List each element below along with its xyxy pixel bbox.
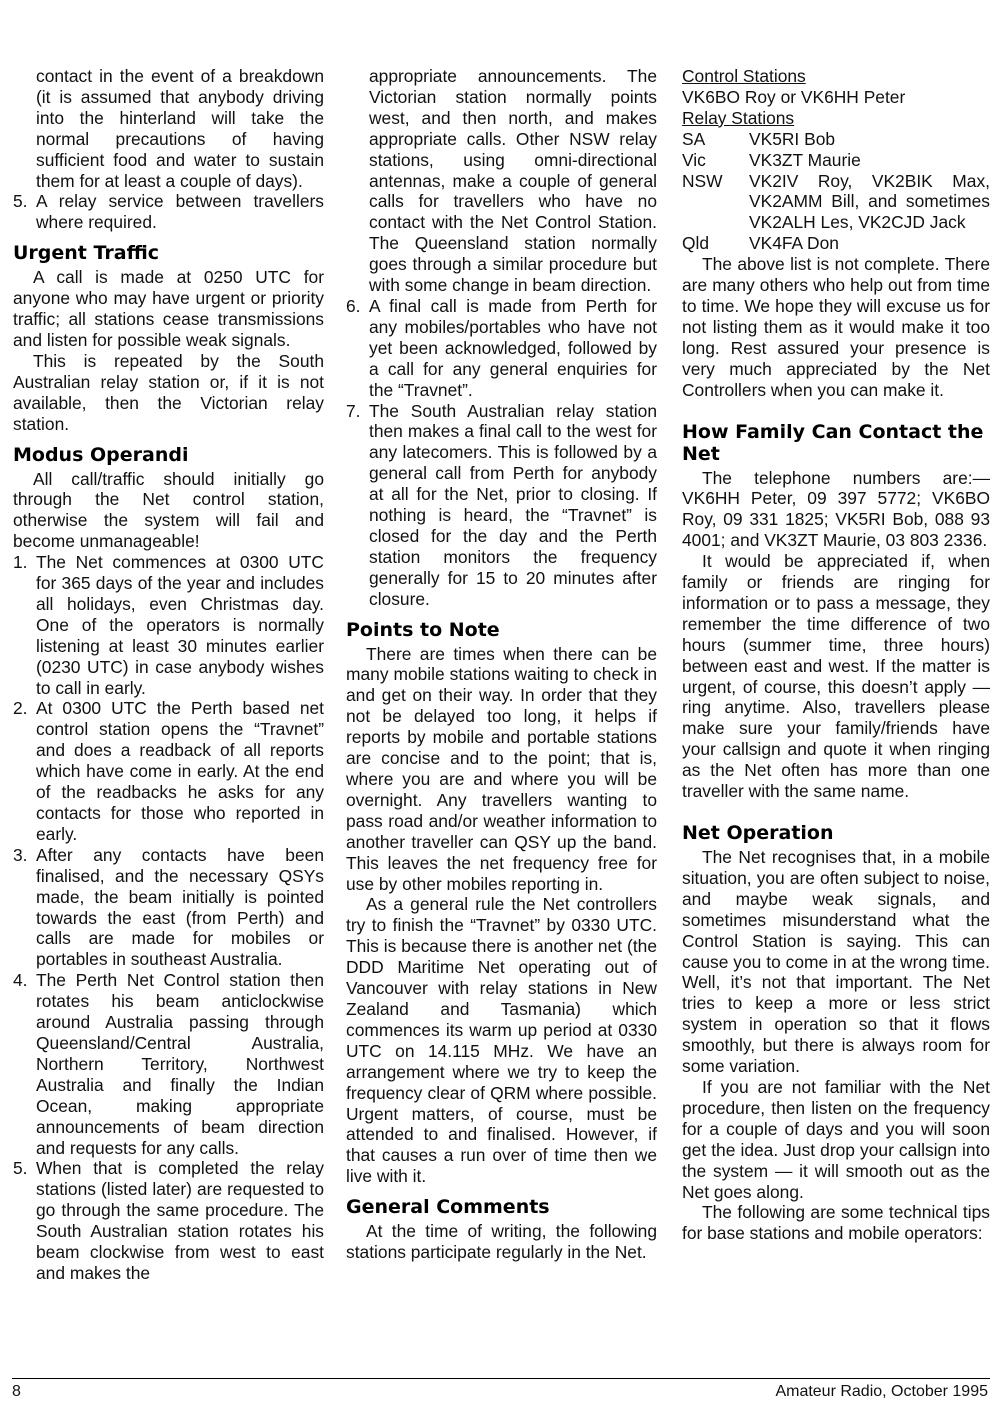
procedure-list-continued [346,296,657,610]
relay-state: Qld [682,233,710,254]
list-item [346,296,657,401]
relay-row [682,233,990,254]
list-item [346,401,657,610]
procedure-list [13,552,324,1284]
paragraph: The following are some technical tips for base stations and mobile operators: [682,1202,990,1244]
list-text: The South Australian relay station then makes a final call to the west for any latecomers. This is followed by a general call from Perth for anybody at all for the Net, prior to closing. If nothing is heard, the “Travnet” is closed for the day and the Perth station monitors the frequency generally for 15 to 20 minutes after closure. [369,400,657,609]
list-number: 6. [346,295,361,316]
list-item [13,970,324,1158]
list-number: 2. [13,698,28,719]
paragraph: There are times when there can be many mobile stations waiting to check in and get on their way. In order that they not be delayed too long, it helps if reports by mobile and portable stations are concise and to the point; that is, where you are and where you will be overnight. Any travellers wanting to pass road and/or weather information to another traveller can QSY up the band. This leaves the net frequency free for use by other mobiles reporting in. [346,643,657,894]
list-text: At 0300 UTC the Perth based net control station opens the “Travnet” and does a readback of all reports which have come in early. At the end of the readbacks he asks for any contacts for those who reported in early. [36,698,324,844]
control-stations-value: VK6BO Roy or VK6HH Peter [682,86,906,107]
paragraph: The above list is not complete. There are many others who help out from time to time. We hope they will excuse us for not listing them as it would make it too long. Rest assured your presence is very much appreciated by the Net Controllers when you can make it. [682,254,990,400]
page-number: 8 [12,1383,21,1400]
paragraph: This is repeated by the South Australian relay station or, if it is not available, then the Victorian relay station. [13,350,324,434]
control-stations-label: Control Stations [682,66,806,86]
relay-row [682,129,990,150]
list-number: 3. [13,844,28,865]
list-text: A final call is made from Perth for any mobiles/portables who have not yet been acknowledged, followed by a call for any general enquiries for the “Travnet”. [369,295,657,400]
column-3 [682,66,990,1244]
list-text: A relay service between travellers where required. [36,191,324,233]
heading-urgent-traffic: Urgent Traffic [13,242,160,265]
list-number: 5. [13,1158,28,1179]
heading-modus-operandi: Modus Operandi [13,443,189,466]
footer-publication: Amateur Radio, October 1995 [775,1383,988,1400]
paragraph: The telephone numbers are:— VK6HH Peter, 09 397 5772; VK6BO Roy, 09 331 1825; VK5RI Bob, 088 93 4001; and VK3ZT Maurie, 03 803 2336. [682,467,990,551]
heading-how-family-can-contact: How Family Can Contact the Net [682,420,984,465]
list-text: The Perth Net Control station then rotates his beam anticlockwise around Australia passing through Queensland/Central Australia, Northern Territory, Northwest Australia and finally the Indian Ocean, making appropriate announcements of beam direction and requests for any calls. [36,970,324,1158]
relay-row [682,150,990,171]
relay-stations-label: Relay Stations [682,107,795,128]
relay-names: VK2IV Roy, VK2BIK Max, VK2AMM Bill, and sometimes VK2ALH Les, VK2CJD Jack [749,170,990,233]
step-5-continued: appropriate announcements. The Victorian station normally points west, and then north, and makes appropriate calls. Other NSW relay stations, using omni-directional antennas, make a couple of general calls for travellers who have no contact with the Net Control Station. The Queensland station normally goes through a similar procedure but with some change in beam direction. [369,66,657,296]
list-item [13,1158,324,1283]
relay-stations-list [682,129,990,254]
heading-net-operation: Net Operation [682,822,834,844]
paragraph: At the time of writing, the following stations participate regularly in the Net. [346,1221,657,1263]
column-2 [346,66,657,1263]
relay-state: SA [682,128,706,149]
list-item [13,552,324,698]
relay-row [682,171,990,234]
relay-names: VK3ZT Maurie [749,149,861,170]
heading-general-comments: General Comments [346,1196,550,1219]
paragraph: If you are not familiar with the Net procedure, then listen on the frequency for a couple of days and you will soon get the idea. Just drop your callsign into the system — it will smooth out as the Net goes along. [682,1076,990,1202]
relay-names: VK4FA Don [749,233,839,254]
list-item [13,845,324,970]
list-item [13,191,324,233]
paragraph: A call is made at 0250 UTC for anyone who may have urgent or priority traffic; all stations cease transmissions and listen for possible weak signals. [13,267,324,350]
list-text: When that is completed the relay stations (listed later) are requested to go through the same procedure. The South Australian station rotates his beam clockwise from west to east and makes the [36,1158,324,1283]
intro-item-4-continued: contact in the event of a breakdown (it is assumed that anybody driving into the hinterland will take the normal precautions of having sufficient food and water to sustain them for at least a couple of days). [36,66,324,191]
relay-state: NSW [682,170,723,191]
relay-names: VK5RI Bob [749,128,836,149]
paragraph: It would be appreciated if, when family or friends are ringing for information or to pass a message, they remember the time difference of two hours (summer time, three hours) between east and west. If the matter is urgent, of course, this doesn’t apply — ring anytime. Also, travellers please make sure your family/friends have your callsign and quote it when ringing as the Net often has more than one traveller with the same name. [682,551,990,802]
list-text: The Net commences at 0300 UTC for 365 days of the year and includes all holidays, even Christmas day. One of the operators is normally listening at least 30 minutes earlier (0230 UTC) in case anybody wishes to call in early. [36,552,324,698]
paragraph: All call/traffic should initially go through the Net control station, otherwise the system will fail and become unmanageable! [13,468,324,552]
column-1 [13,66,324,1284]
paragraph: As a general rule the Net controllers try to finish the “Travnet” by 0330 UTC. This is because there is another net (the DDD Maritime Net operating out of Vancouver with relay stations in New Zealand and Tasmania) which commences its warm up period at 0330 UTC on 14.115 MHz. We have an arrangement where we try to keep the frequency clear of QRM where possible. Urgent matters, of course, must be attended to and finalised. However, if that causes a run over of time then we live with it. [346,894,657,1187]
paragraph: The Net recognises that, in a mobile situation, you are often subject to noise, and maybe weak signals, and sometimes misunderstand what the Control Station is saying. This can cause you to come in at the wrong time. Well, it’s not that important. The Net tries to keep a more or less strict system in operation so that it flows smoothly, but there is always room for some variation. [682,847,990,1077]
list-number: 7. [346,400,361,421]
intro-list [13,191,324,233]
list-number: 4. [13,970,28,991]
list-number: 1. [13,552,28,573]
list-number: 5. [13,191,28,212]
heading-points-to-note: Points to Note [346,618,500,641]
list-text: After any contacts have been finalised, and the necessary QSYs made, the beam initially is pointed towards the east (from Perth) and calls are made for mobiles or portables in southeast Australia. [36,844,324,970]
list-item [13,698,324,844]
relay-state: Vic [682,149,706,170]
footer-rule [12,1378,990,1379]
